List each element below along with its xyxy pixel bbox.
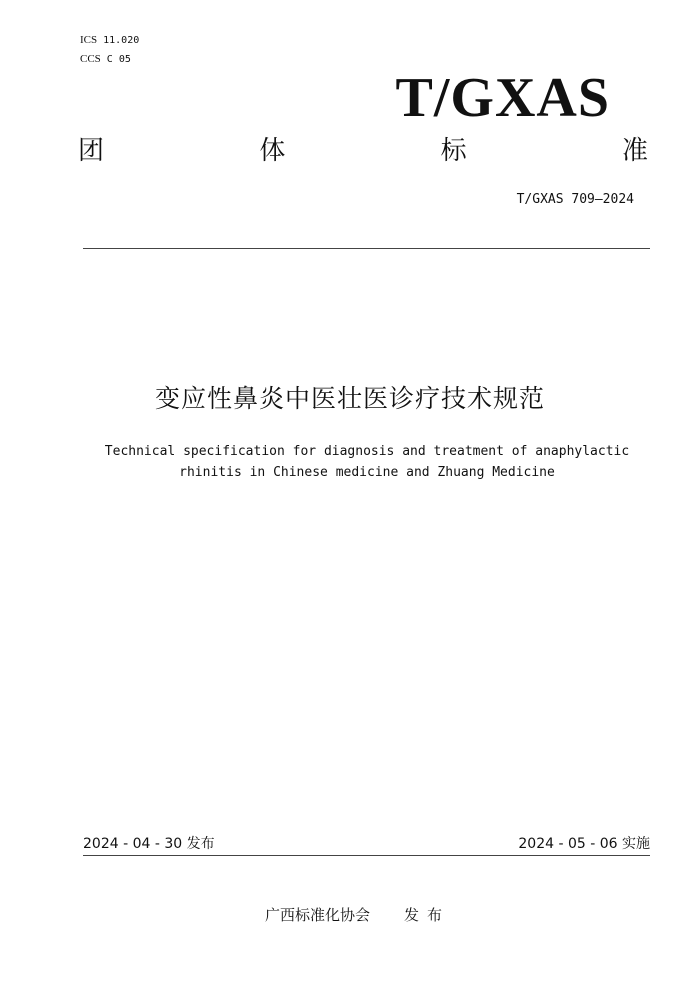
ics-code: 11.020 [103,35,140,46]
ccs-line [80,53,131,66]
ccs-label: CCS [80,53,101,65]
standard-type-char: 准 [621,136,648,166]
title-english-line-2: rhinitis in Chinese medicine and Zhuang Medicine [179,465,555,480]
publisher-name: 广西标准化协会 [264,906,370,924]
ics-line [80,34,139,47]
footer-divider [83,855,650,856]
title-english-line-1: Technical specification for diagnosis and treatment of anaphylactic [104,444,630,459]
standard-type-char: 团 [78,136,105,166]
organization-code: T/GXAS [395,67,610,129]
publish-date: 2024 - 04 - 30 发布 [83,836,215,852]
implementation-date: 2024 - 05 - 06 实施 [518,836,650,852]
title-chinese: 变应性鼻炎中医壮医诊疗技术规范 [154,384,545,413]
ics-label: ICS [80,34,98,46]
standard-type-char: 体 [259,136,286,166]
standard-type [78,134,648,168]
standard-number: T/GXAS 709—2024 [516,192,634,207]
publish-word: 发布 [404,906,451,924]
ccs-code: C 05 [106,54,131,65]
header-divider [83,248,650,249]
publisher [0,905,700,925]
standard-type-char: 标 [440,136,467,166]
